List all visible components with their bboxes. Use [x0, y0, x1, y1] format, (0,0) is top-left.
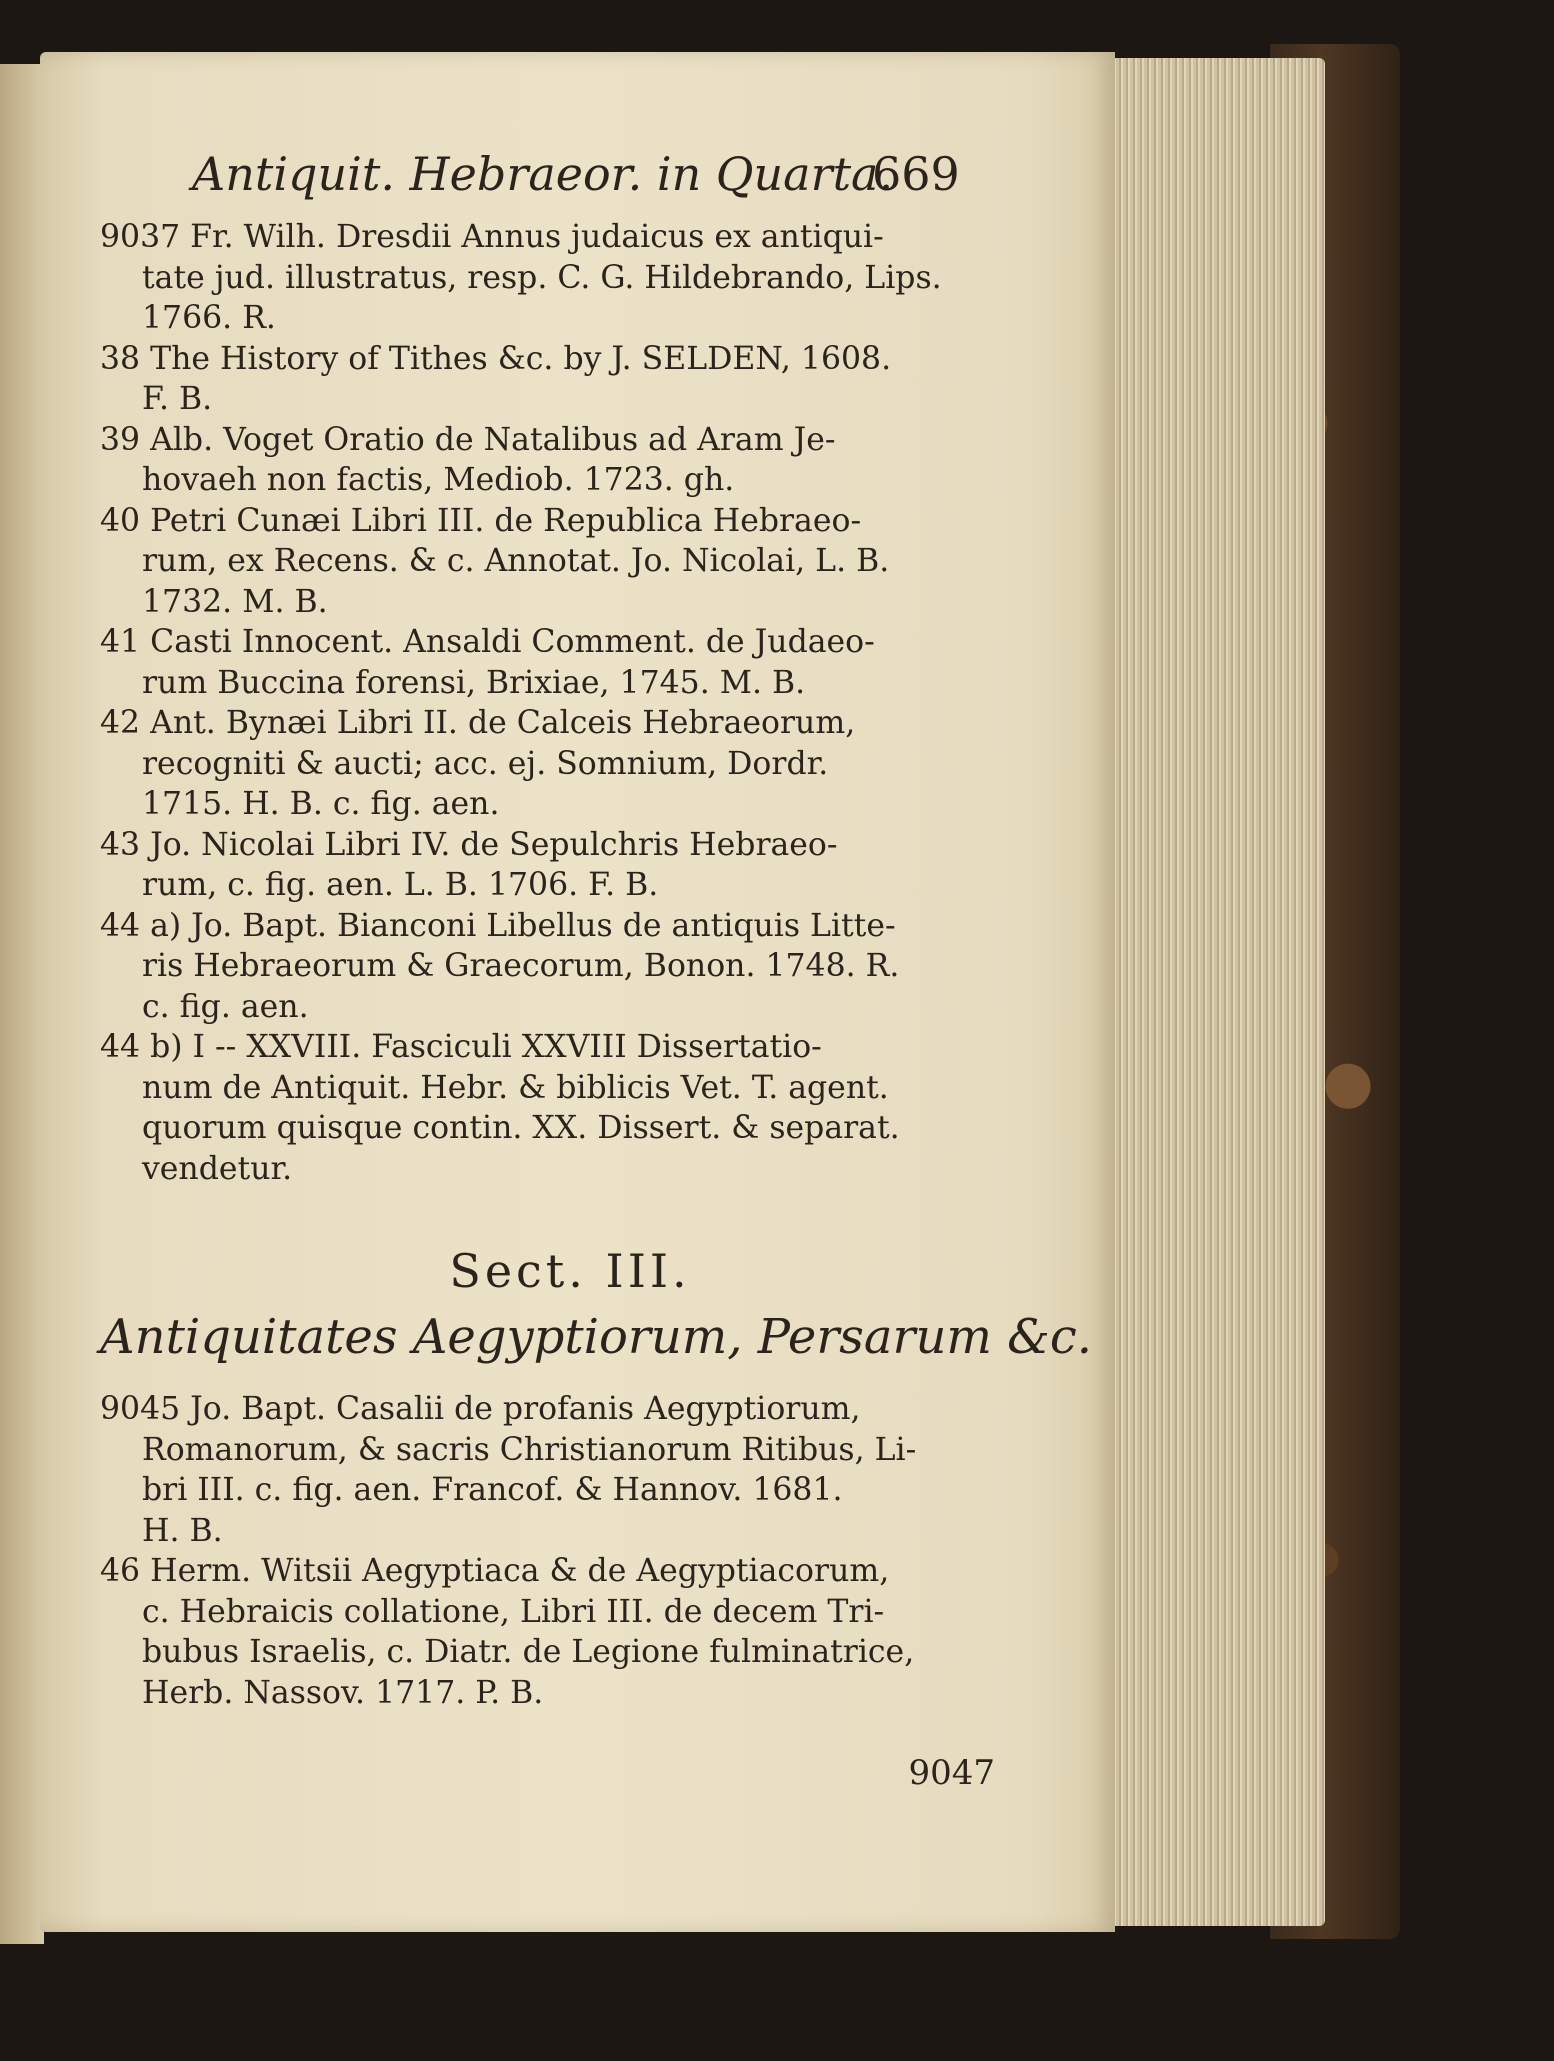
entry-line: 1715. H. B. c. fig. aen. [142, 786, 500, 822]
entry-line: 9045 Jo. Bapt. Casalii de profanis Aegyptiorum, [100, 1391, 861, 1427]
entry-line: c. fig. aen. [142, 988, 309, 1025]
page-number: 669 [872, 147, 960, 201]
entry-line: Herb. Nassov. 1717. P. B. [142, 1674, 544, 1711]
entry-line: c. Hebraicis collatione, Libri III. de decem Tri- [142, 1593, 885, 1630]
entry-line: num de Antiquit. Hebr. & biblicis Vet. T. agent. [142, 1069, 889, 1106]
entry-line: 46 Herm. Witsii Aegyptiaca & de Aegyptiacorum, [100, 1553, 890, 1589]
entry-line: 41 Casti Innocent. Ansaldi Comment. de Judaeo- [100, 624, 875, 660]
catalog-entry [100, 825, 1000, 906]
entry-line: 42 Ant. Bynæi Libri II. de Calceis Hebraeorum, [100, 705, 856, 741]
entry-line: F. B. [142, 381, 213, 417]
catalog-entry [100, 1027, 1000, 1189]
entry-line: ris Hebraeorum & Graecorum, Bonon. 1748. R. [142, 948, 900, 984]
catalog-entry [100, 703, 1000, 825]
running-header [100, 137, 1000, 217]
page-text [100, 137, 1093, 1793]
catalog-entry [100, 420, 1000, 501]
entry-line: 44 b) I -- XXVIII. Fasciculi XXVIII Dissertatio- [100, 1029, 822, 1065]
entry-line: 44 a) Jo. Bapt. Bianconi Libellus de antiquis Litte- [100, 907, 896, 944]
entry-line: 1732. M. B. [142, 583, 328, 620]
catalog-entry [100, 217, 1000, 339]
entry-line: rum, ex Recens. & c. Annotat. Jo. Nicolai, L. B. [142, 543, 890, 579]
entry-line: 9037 Fr. Wilh. Dresdii Annus judaicus ex antiqui- [100, 219, 884, 255]
entry-line: bri III. c. fig. aen. Francof. & Hannov. 1681. [142, 1472, 843, 1508]
catalog-entry [100, 1389, 1000, 1551]
entry-line: 40 Petri Cunæi Libri III. de Republica Hebraeo- [100, 502, 862, 539]
entry-line: recogniti & aucti; acc. ej. Somnium, Dordr. [142, 745, 829, 782]
catchword: 9047 [908, 1753, 995, 1793]
entry-line: 1766. R. [142, 300, 276, 336]
entry-line: rum Buccina forensi, Brixiae, 1745. M. B. [142, 664, 806, 701]
entry-line: tate jud. illustratus, resp. C. G. Hildebrando, Lips. [142, 259, 942, 296]
catalog-entry [100, 339, 1000, 420]
catalog-entry [100, 622, 1000, 703]
entry-line: 43 Jo. Nicolai Libri IV. de Sepulchris Hebraeo- [100, 826, 838, 863]
entry-list-a [100, 217, 1000, 1189]
entry-line: vendetur. [142, 1150, 293, 1187]
entry-line: Romanorum, & sacris Christianorum Ritibus, Li- [142, 1431, 917, 1468]
book-page [40, 52, 1115, 1932]
header-title: Antiquit. Hebraeor. in Quarta. [192, 147, 894, 201]
entry-list-b [100, 1389, 1000, 1713]
catalog-entry [100, 906, 1000, 1028]
entry-line: 39 Alb. Voget Oratio de Natalibus ad Aram Je- [100, 421, 836, 458]
catalog-entry [100, 501, 1000, 623]
entry-line: rum, c. fig. aen. L. B. 1706. F. B. [142, 867, 659, 903]
entry-line: 38 The History of Tithes &c. by J. SELDEN, 1608. [100, 340, 892, 377]
entry-line: quorum quisque contin. XX. Dissert. & separat. [142, 1110, 900, 1146]
left-page-edge [0, 64, 44, 1944]
page-edges [1095, 58, 1325, 1926]
section-subtitle: Antiquitates Aegyptiorum, Persarum &c. [100, 1309, 1093, 1365]
section-heading: Sect. III. [449, 1244, 691, 1298]
entry-line: hovaeh non factis, Mediob. 1723. gh. [142, 462, 735, 498]
entry-line: bubus Israelis, c. Diatr. de Legione fulminatrice, [142, 1634, 915, 1670]
catalog-entry [100, 1551, 1000, 1713]
entry-line: H. B. [142, 1512, 223, 1549]
